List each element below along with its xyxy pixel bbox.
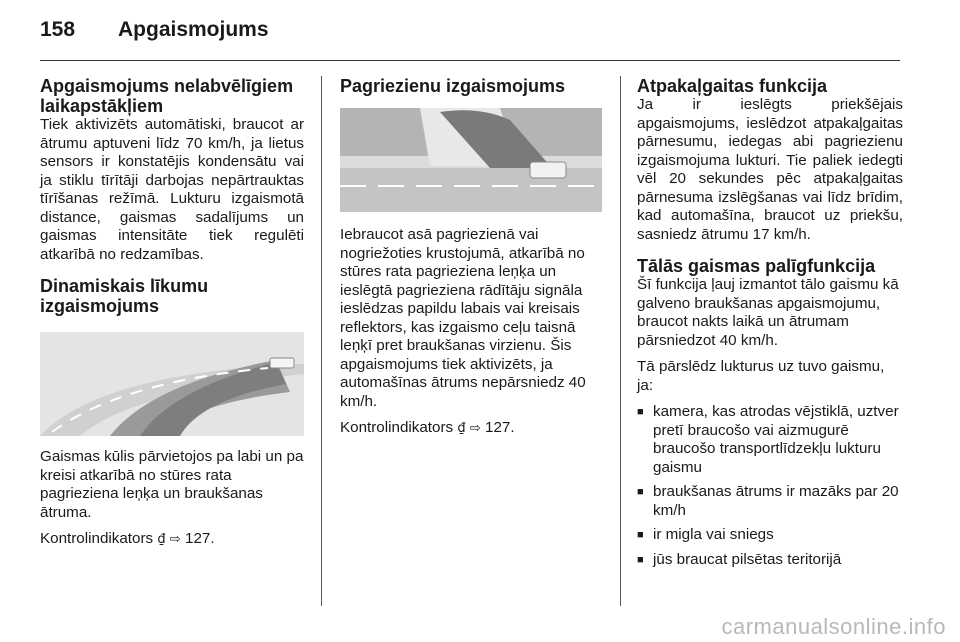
list-item: ■ jūs braucat pilsētas teritorijā	[637, 551, 903, 570]
section-title-high-beam-assist: Tālās gaismas palīgfunkcija	[637, 256, 876, 276]
indicator-page-ref: 127.	[185, 530, 215, 547]
light-indicator-icon: ₫	[457, 421, 466, 436]
column-3	[637, 76, 903, 569]
section-title-dynamic-curve: Dinamiskais līkumu izgaismojums	[40, 276, 209, 316]
arrow-ref-icon: ⇨	[469, 421, 481, 436]
watermark: carmanualsonline.info	[721, 614, 946, 639]
section-text-high-beam-assist-1: Šī funkcija ļauj izmantot tālo gaismu kā galveno braukšanas apgaismojumu, braucot nakts laikā un ātrumam pārsniedzot 40 km/h.	[637, 276, 899, 349]
list-item: ■ ir migla vai sniegs	[637, 526, 903, 545]
list-item: ■ kamera, kas atrodas vējstiklā, uztver pretī braucošo vai aizmugurē braucošo transportlīdzekļu lukturu gaismu	[637, 403, 903, 477]
arrow-ref-icon: ⇨	[169, 532, 181, 547]
car-shape	[530, 162, 566, 178]
page-title: Apgaismojums	[118, 18, 269, 41]
indicator-label: Kontrolindikators	[340, 419, 454, 436]
section-text-cornering-light: Iebraucot asā pagriezienā vai nogriežoties krustojumā, atkarībā no stūres rata pagrieziena leņķa un ieslēgtā pagrieziena rādītāju signāla ieslēdzas papildu labais vai kreisais reflektors, kas izgaismo ceļu taisnā leņķī pret braukšanas virzienu. Šis apgaismojums tiek aktivizēts, ja automašīnas ātrums nepārsniedz 40 km/h.	[340, 226, 586, 410]
section-title-reverse-function: Atpakaļgaitas funkcija	[637, 76, 828, 96]
cornering-light-illustration	[340, 108, 602, 212]
light-indicator-icon: ₫	[157, 532, 166, 547]
indicator-line-1	[40, 530, 304, 550]
section-text-dynamic-curve: Gaismas kūlis pārvietojos pa labi un pa kreisi atkarībā no stūres rata pagrieziena leņķa un braukšanas ātruma.	[40, 448, 304, 521]
high-beam-conditions-list	[637, 403, 903, 569]
column-1	[40, 76, 304, 550]
header-rule	[40, 60, 900, 61]
cornering-light-diagram	[340, 108, 602, 212]
curve-light-diagram	[40, 332, 304, 436]
section-text-adverse-weather: Tiek aktivizēts automātiski, braucot ar ātrumu aptuveni līdz 70 km/h, ja lietus sensors ir konstatējis kondensātu vai ja stiklu tīrītāji darbojas nepārtrauktas tīrīšanas režīmā. Lukturu izgaismotā distance, gaismas sadalījums un gaismas intensitāte tiek regulēti atkarībā no redzamības.	[40, 116, 304, 263]
indicator-label: Kontrolindikators	[40, 530, 154, 547]
car-shape	[270, 358, 294, 368]
indicator-line-2	[340, 419, 602, 439]
page-number: 158	[40, 18, 76, 41]
column-divider-2	[620, 76, 621, 606]
dynamic-curve-illustration	[40, 332, 304, 436]
indicator-page-ref: 127.	[485, 419, 515, 436]
column-divider-1	[321, 76, 322, 606]
page-header	[40, 18, 900, 58]
section-title-adverse-weather: Apgaismojums nelabvēlīgiem laikapstākļiem	[40, 76, 294, 116]
section-text-high-beam-assist-2: Tā pārslēdz lukturus uz tuvo gaismu, ja:	[637, 358, 885, 394]
list-item: ■ braukšanas ātrums ir mazāks par 20 km/h	[637, 483, 903, 520]
section-title-cornering-light: Pagriezienu izgaismojums	[340, 76, 566, 96]
column-2	[340, 76, 602, 439]
section-text-reverse-function: Ja ir ieslēgts priekšējais apgaismojums, ieslēdzot atpakaļgaitas pārnesumu, iedegas abi pagriezienu izgaismojuma lukturi. Tie paliek iedegti vēl 20 sekundes pēc atpakaļgaitas pārnesuma izslēgšanas vai līdz brīdim, kad automašīna, braucot uz priekšu, sasniedz ātrumu 17 km/h.	[637, 96, 903, 243]
